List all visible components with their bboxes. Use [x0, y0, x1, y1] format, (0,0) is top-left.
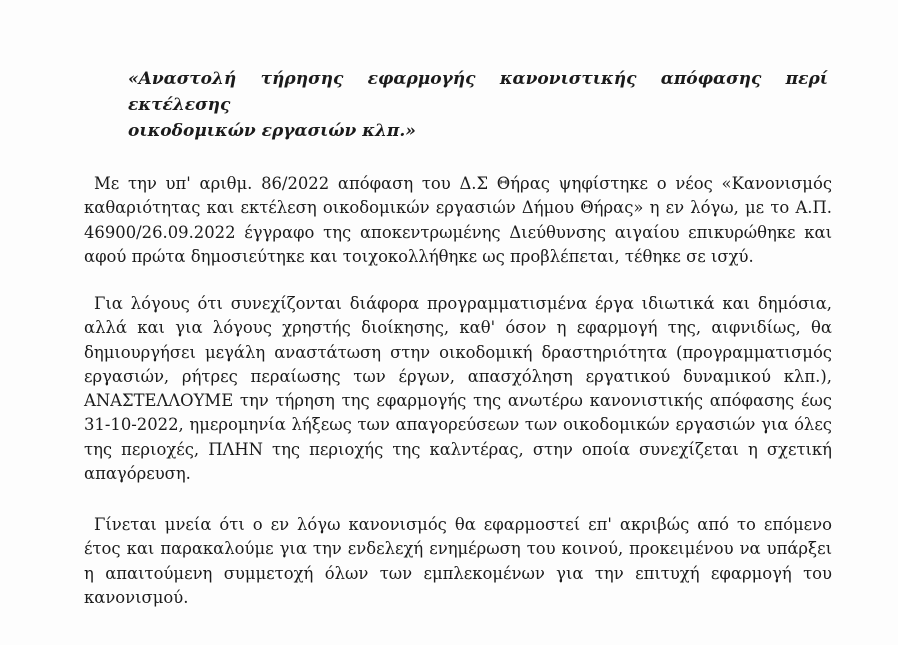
document-title [128, 66, 828, 144]
paragraph-line: η απαιτούμενη συμμετοχή όλων των εμπλεκομένων για την επιτυχή εφαρμογή του [84, 563, 832, 583]
paragraph-line: εργασιών, ρήτρες περαίωσης των έργων, απασχόληση εργατικού δυναμικού κλπ.), [84, 366, 832, 386]
paragraph-line: Γίνεται μνεία ότι ο εν λόγω κανονισμός θα εφαρμοστεί επ' ακριβώς από το επόμενο [94, 515, 832, 534]
paragraph-line: απαγόρευση. [84, 464, 191, 484]
paragraph-line: Για λόγους ότι συνεχίζονται διάφορα προγραμματισμένα έργα ιδιωτικά και δημόσια, [94, 294, 832, 313]
paragraph-suspension [84, 292, 832, 486]
paragraph-line: ΑΝΑΣΤΕΛΛΟΥΜΕ την τήρηση της εφαρμογής της ανωτέρω κανονιστικής απόφασης έως [84, 391, 832, 411]
paragraph-line: καθαριότητας και εκτέλεση οικοδομικών εργασιών Δήμου Θήρας» η εν λόγω, με το Α.Π. [84, 198, 832, 218]
paragraph-line: έτος και παρακαλούμε για την ενδελεχή ενημέρωση του κοινού, προκειμένου να υπάρξει [84, 539, 832, 559]
paragraph-notice [84, 513, 832, 610]
paragraph-line: κανονισμού. [84, 587, 189, 607]
title-line: «Αναστολή τήρησης εφαρμογής κανονιστικής απόφασης περί εκτέλεσης [128, 69, 828, 115]
paragraph-line: Με την υπ' αριθμ. 86/2022 απόφαση του Δ.Σ Θήρας ψηφίστηκε ο νέος «Κανονισμός [94, 174, 832, 193]
paragraph-line: δημιουργήσει μεγάλη αναστάτωση στην οικοδομική δραστηριότητα (προγραμματισμός [84, 342, 832, 362]
paragraph-decision-adoption [84, 172, 832, 269]
paragraph-line: 31-10-2022, ημερομηνία λήξεως των απαγορεύσεων των οικοδομικών εργασιών για όλες [84, 415, 832, 435]
paragraph-line: αλλά και για λόγους χρηστής διοίκησης, καθ' όσον η εφαρμογή της, αιφνιδίως, θα [84, 318, 832, 338]
paragraph-line: αφού πρώτα δημοσιεύτηκε και τοιχοκολλήθηκε ως προβλέπεται, τέθηκε σε ισχύ. [84, 246, 754, 266]
title-line: οικοδομικών εργασιών κλπ.» [128, 121, 416, 141]
paragraph-line: 46900/26.09.2022 έγγραφο της αποκεντρωμένης Διεύθυνσης αιγαίου επικυρώθηκε και [84, 222, 832, 242]
paragraph-line: της περιοχές, ΠΛΗΝ της περιοχής της καλντέρας, στην οποία συνεχίζεται η σχετική [84, 439, 832, 459]
